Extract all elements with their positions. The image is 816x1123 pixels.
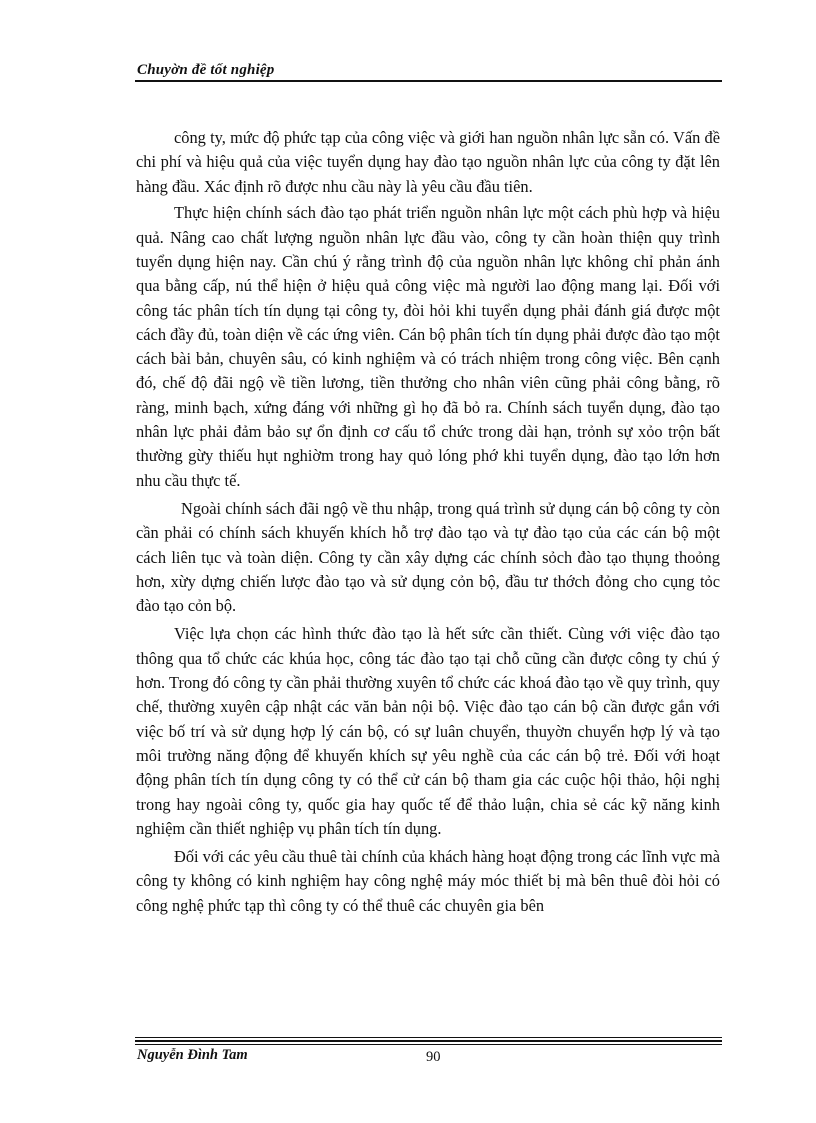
footer-divider [135,1037,722,1045]
paragraph-2: Thực hiện chính sách đào tạo phát triển nguồn nhân lực một cách phù hợp và hiệu quả. Nâng cao chất lượng nguồn nhân lực đầu vào, công ty cần hoàn thiện quy trình tuyển dụng hiện nay. Cần chú ý rằng trình độ của nguồn nhân lực không chỉ phản ánh qua bằng cấp, nú thể hiện ở hiệu quả công việc mà người lao động mang lại. Đối với công tác phân tích tín dụng tại công ty, đòi hỏi khi tuyển dụng phải đánh giá được một cách đầy đủ, toàn diện về các ứng viên. Cán bộ phân tích tín dụng phải được đào tạo một cách bài bản, chuyên sâu, có kinh nghiệm và có trách nhiệm trong công việc. Bên cạnh đó, chế độ đãi ngộ về tiền lương, tiền thưởng cho nhân viên cũng phải công bằng, rõ ràng, minh bạch, xứng đáng với những gì họ đã bỏ ra. Chính sách tuyển dụng, đào tạo nhân lực phải đảm bảo sự ổn định cơ cấu tổ chức trong dài hạn, trỏnh sự xỏo trộn bất thường gừy thiếu hụt nghiờm trong hay quỏ lóng phớ khi tuyển dụng, đào tạo lớn hơn nhu cầu thực tế. [136,203,720,490]
page-number: 90 [426,1049,441,1065]
document-body [136,126,720,921]
header-title: Chuyờn đề tốt nghiệp [137,62,275,78]
paragraph-4: Việc lựa chọn các hình thức đào tạo là hết sức cần thiết. Cùng với việc đào tạo thông qua tổ chức các khúa học, công tác đào tạo tại chỗ cũng cần được công ty chú ý hơn. Trong đó công ty cần phải thường xuyên tổ chức các khoá đào tạo về quy trình, quy chế, thường xuyên cập nhật các văn bản nội bộ. Việc đào tạo cán bộ cần được gắn với việc bố trí và sử dụng hợp lý cán bộ, có sự luân chuyển, thuyờn chuyển hợp lý và tạo môi trường năng động để khuyến khích sự yêu nghề của các cán bộ trẻ. Đối với hoạt động phân tích tín dụng công ty có thể cử cán bộ tham gia các cuộc hội thảo, hội nghị trong hay ngoài công ty, quốc gia hay quốc tế để thảo luận, chia sẻ các kỹ năng kinh nghiệm cần thiết nghiệp vụ phân tích tín dụng. [136,624,720,838]
paragraph-5: Đối với các yêu cầu thuê tài chính của khách hàng hoạt động trong các lĩnh vực mà công ty không có kinh nghiệm hay công nghệ máy móc thiết bị mà bên thuê đòi hỏi có công nghệ phức tạp thì công ty có thể thuê các chuyên gia bên [136,847,720,915]
footer-author: Nguyễn Đình Tam [137,1047,248,1063]
paragraph-1: công ty, mức độ phức tạp của công việc và giới han nguồn nhân lực sẵn có. Vấn đề chi phí và hiệu quả của việc tuyển dụng hay đào tạo nguồn nhân lực của công ty đặt lên hàng đầu. Xác định rõ được nhu cầu này là yêu cầu đầu tiên. [136,128,720,196]
paragraph-3: Ngoài chính sách đãi ngộ về thu nhập, trong quá trình sử dụng cán bộ công ty còn cần phải có chính sách khuyến khích hỗ trợ đào tạo và tự đào tạo của các cán bộ một cách liên tục và toàn diện. Công ty cần xây dựng các chính sỏch đào tạo thụng thoỏng hơn, xừy dựng chiến lược đào tạo và sử dụng cỏn bộ, đầu tư thớch đỏng cho cụng tỏc đào tạo cỏn bộ. [136,498,720,616]
header-divider [135,80,722,82]
